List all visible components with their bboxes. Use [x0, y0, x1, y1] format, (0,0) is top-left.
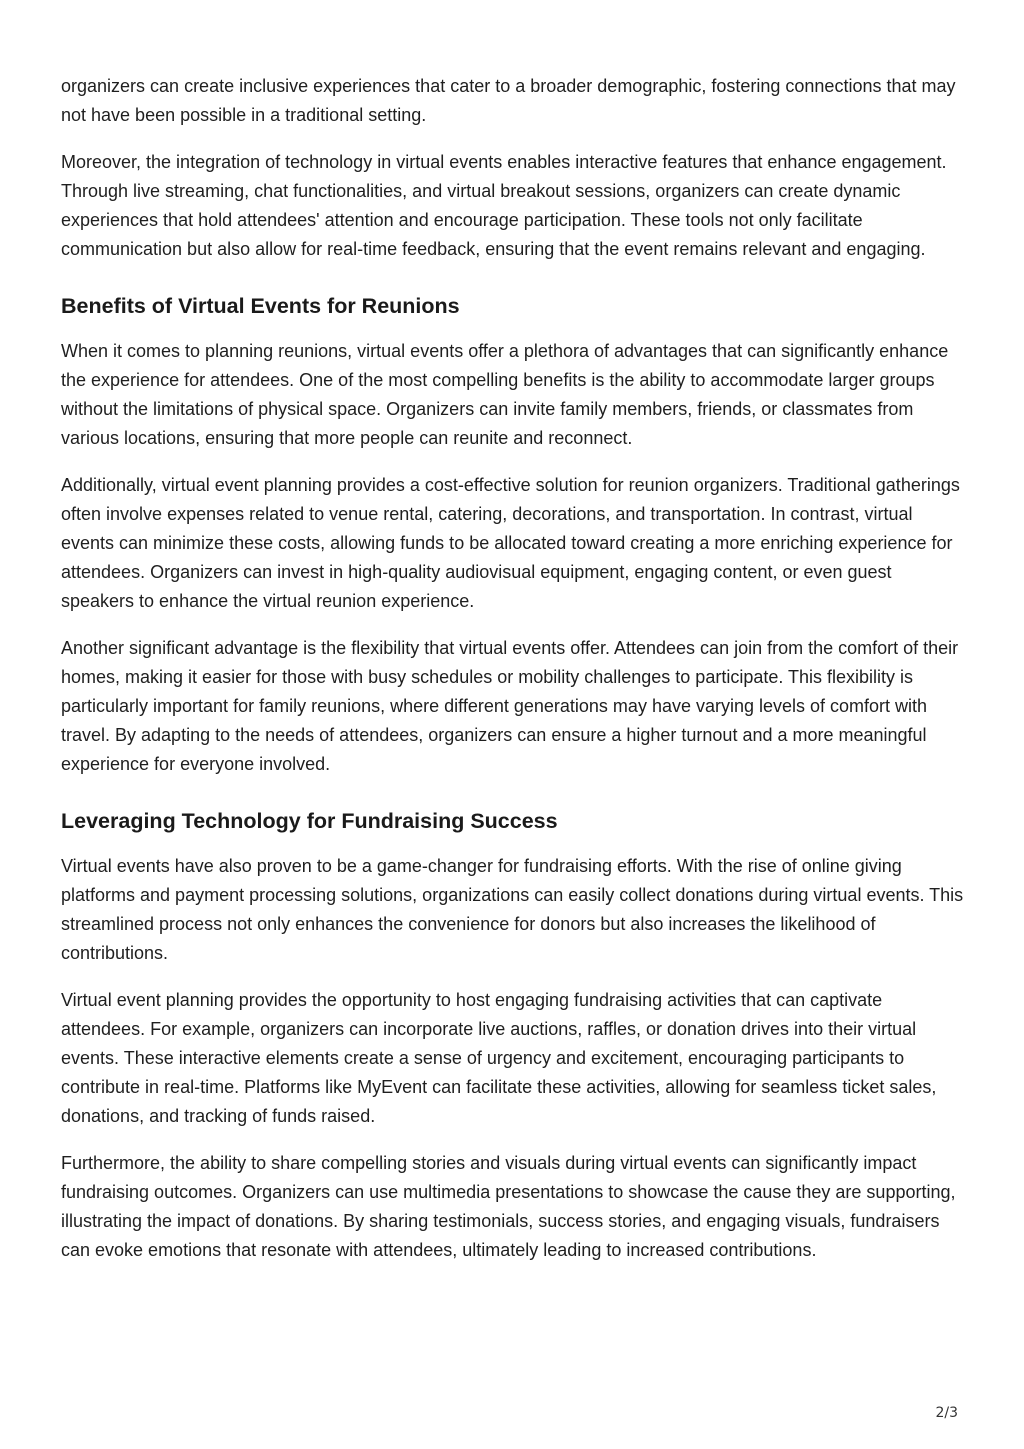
paragraph-fundraising-activities: Virtual event planning provides the opportunity to host engaging fundraising activities that can captivate attendees. For example, organizers can incorporate live auctions, raffles, or donation drives into their virtual events. These interactive elements create a sense of urgency and excitement, encouraging participants to contribute in real-time. Platforms like MyEvent can facilitate these activities, allowing for seamless ticket sales, donations, and tracking of funds raised.: [61, 990, 937, 1126]
paragraph-reunion-advantages: When it comes to planning reunions, virtual events offer a plethora of advantages that can significantly enhance the experience for attendees. One of the most compelling benefits is the ability to accommodate larger groups without the limitations of physical space. Organizers can invite family members, friends, or classmates from various locations, ensuring that more people can reunite and reconnect.: [61, 341, 949, 448]
paragraph-fundraising-game-changer: Virtual events have also proven to be a game-changer for fundraising efforts. With the rise of online giving platforms and payment processing solutions, organizations can easily collect donations during virtual events. This streamlined process not only enhances the convenience for donors but also increases the likelihood of contributions.: [61, 856, 964, 963]
paragraph-inclusive-experiences: organizers can create inclusive experiences that cater to a broader demographic, fostering connections that may not have been possible in a traditional setting.: [61, 76, 956, 125]
paragraph-cost-effective: Additionally, virtual event planning provides a cost-effective solution for reunion organizers. Traditional gatherings often involve expenses related to venue rental, catering, decorations, and transportation. In contrast, virtual events can minimize these costs, allowing funds to be allocated toward creating a more enriching experience for attendees. Organizers can invest in high-quality audiovisual equipment, engaging content, or even guest speakers to enhance the virtual reunion experience.: [61, 475, 960, 611]
heading-fundraising-success: Leveraging Technology for Fundraising Success: [61, 809, 558, 833]
page-number: 2/3: [935, 1405, 958, 1421]
paragraph-technology-integration: Moreover, the integration of technology in virtual events enables interactive features that enhance engagement. Through live streaming, chat functionalities, and virtual breakout sessions, organizers can create dynamic experiences that hold attendees' attention and encourage participation. These tools not only facilitate communication but also allow for real-time feedback, ensuring that the event remains relevant and engaging.: [61, 152, 947, 259]
paragraph-flexibility: Another significant advantage is the flexibility that virtual events offer. Attendees can join from the comfort of their homes, making it easier for those with busy schedules or mobility challenges to participate. This flexibility is particularly important for family reunions, where different generations may have varying levels of comfort with travel. By adapting to the needs of attendees, organizers can ensure a higher turnout and a more meaningful experience for everyone involved.: [61, 638, 959, 774]
paragraph-storytelling-impact: Furthermore, the ability to share compelling stories and visuals during virtual events can significantly impact fundraising outcomes. Organizers can use multimedia presentations to showcase the cause they are supporting, illustrating the impact of donations. By sharing testimonials, success stories, and engaging visuals, fundraisers can evoke emotions that resonate with attendees, ultimately leading to increased contributions.: [61, 1153, 956, 1260]
document-body: [61, 72, 966, 1283]
heading-benefits-reunions: Benefits of Virtual Events for Reunions: [61, 294, 460, 318]
